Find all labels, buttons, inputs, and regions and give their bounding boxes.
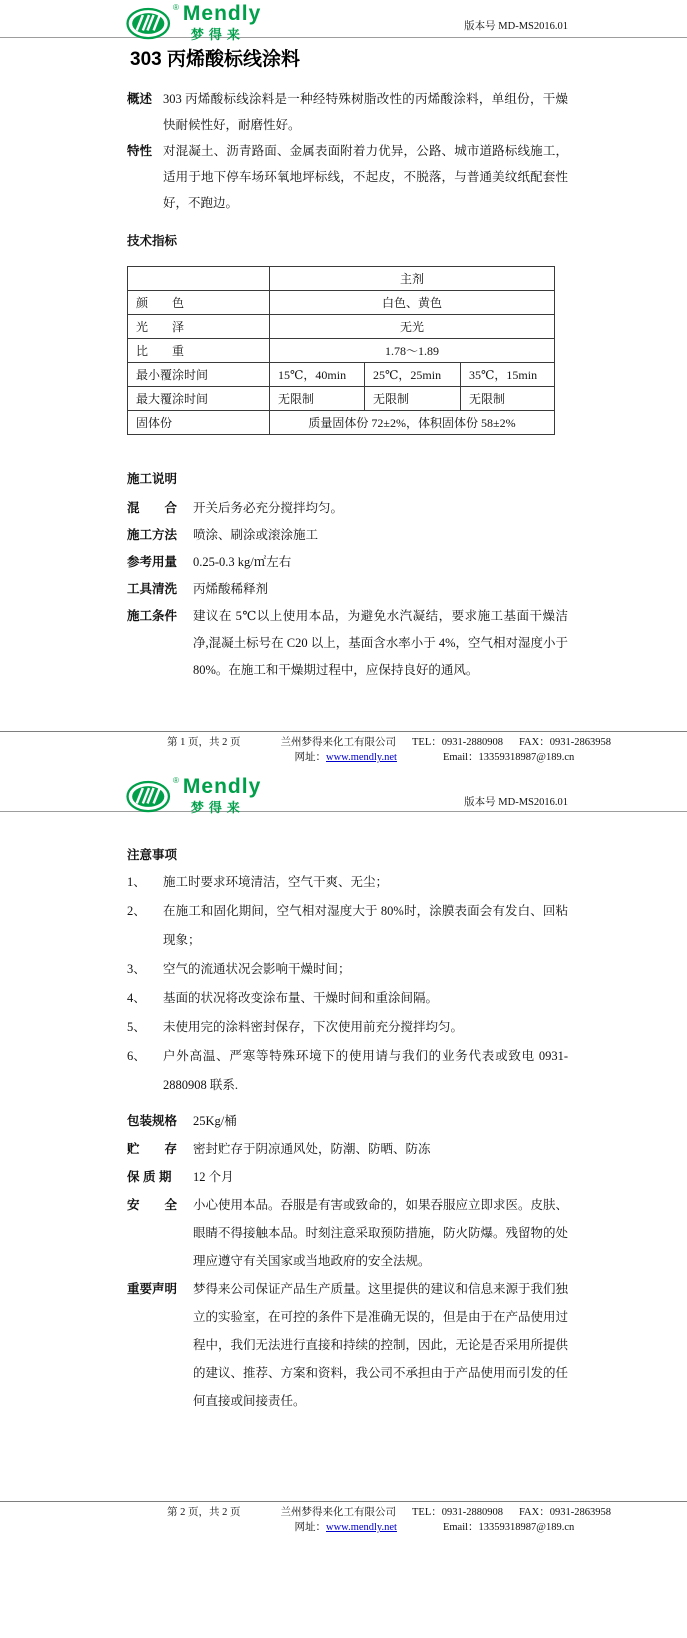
brand-logo	[126, 777, 336, 816]
construction-item-text: 开关后务必充分搅拌均匀。	[193, 501, 344, 515]
version-label: 版本号 MD-MS2016.01	[464, 21, 568, 32]
row-value-gloss: 无光	[270, 315, 555, 339]
web-link[interactable]: www.mendly.net	[326, 1522, 397, 1533]
note-item	[127, 984, 568, 1013]
row-label-max-recoat: 最大覆涂时间	[128, 387, 270, 411]
web-link[interactable]: www.mendly.net	[326, 752, 397, 763]
page-title: 303 丙烯酸标线涂料	[130, 49, 300, 70]
construction-item-text: 0.25-0.3 kg/㎡左右	[193, 555, 292, 569]
page-header	[0, 0, 687, 42]
page-1	[0, 0, 687, 770]
note-number: 6、	[127, 1049, 146, 1063]
construction-item-label: 参考用量	[127, 555, 178, 569]
info-item-disclaimer	[127, 1275, 568, 1415]
overview-label: 概述	[127, 92, 153, 106]
table-row	[128, 267, 555, 291]
info-label: 贮 存	[127, 1142, 178, 1156]
max-recoat-cell-25c: 无限制	[365, 387, 461, 411]
brand-name-en: Mendly	[182, 2, 262, 25]
info-list	[127, 1107, 568, 1415]
table-row	[128, 387, 555, 411]
construction-item-label: 施工方法	[127, 528, 178, 542]
table-corner-cell	[128, 267, 270, 291]
tel-label: TEL：0931-2880908	[412, 1507, 503, 1518]
info-item-storage	[127, 1135, 568, 1163]
page-number-label: 第 1 页，共 2 页	[167, 737, 241, 748]
features-label: 特性	[127, 144, 153, 158]
note-item	[127, 868, 568, 897]
features-text: 对混凝土、沥青路面、金属表面附着力优异，公路、城市道路标线施工，适用于地下停车场环氧地坪标线，不起皮，不脱落，与普通美纹纸配套性好，不跑边。	[163, 144, 568, 210]
row-value-color: 白色、黄色	[270, 291, 555, 315]
row-label-min-recoat: 最小覆涂时间	[128, 363, 270, 387]
brand-logo	[126, 4, 336, 43]
construction-item-label: 工具清洗	[127, 582, 178, 596]
tech-specs-heading: 技术指标	[127, 234, 178, 248]
info-label: 安 全	[127, 1198, 178, 1212]
construction-heading: 施工说明	[127, 472, 178, 486]
brand-text	[183, 4, 261, 43]
email-label: Email：13359318987@189.cn	[442, 752, 575, 763]
max-recoat-cell-35c: 无限制	[461, 387, 555, 411]
info-item-packaging	[127, 1107, 568, 1135]
page2-content	[0, 845, 687, 1415]
table-row	[128, 339, 555, 363]
note-number: 1、	[127, 875, 146, 889]
notes-heading: 注意事项	[127, 848, 178, 862]
version-label: 版本号 MD-MS2016.01	[464, 797, 568, 808]
brand-name-cn: 梦得来	[190, 27, 245, 42]
info-label: 保 质 期	[127, 1170, 172, 1184]
info-text: 25Kg/桶	[193, 1114, 237, 1128]
overview-text: 303 丙烯酸标线涂料是一种经特殊树脂改性的丙烯酸涂料，单组份，干燥快耐候性好，耐磨性好。	[163, 92, 568, 132]
note-text: 基面的状况将改变涂布量、干燥时间和重涂间隔。	[163, 991, 439, 1005]
construction-item	[127, 549, 568, 576]
min-recoat-cell-25c: 25℃，25min	[365, 363, 461, 387]
construction-item	[127, 522, 568, 549]
row-label-color: 颜 色	[128, 291, 270, 315]
note-item	[127, 1013, 568, 1042]
info-item-safety	[127, 1191, 568, 1275]
table-row	[128, 363, 555, 387]
fax-label: FAX：0931-2863958	[519, 1507, 611, 1518]
specs-table	[127, 266, 555, 435]
overview-section	[127, 86, 568, 138]
construction-item	[127, 576, 568, 603]
table-row	[128, 315, 555, 339]
features-section	[127, 138, 568, 216]
info-text: 小心使用本品。吞服是有害或致命的，如果吞服应立即求医。皮肤、眼睛不得接触本品。时刻注意采取预防措施，防火防爆。残留物的处理应遵守有关国家或当地政府的安全法规。	[193, 1198, 569, 1268]
note-number: 3、	[127, 962, 146, 976]
registered-mark: ®	[173, 3, 179, 12]
info-label: 包装规格	[127, 1114, 178, 1128]
web-label: 网址：	[294, 752, 326, 763]
construction-item-text: 建议在 5℃以上使用本品，为避免水汽凝结，要求施工基面干燥洁净,混凝土标号在 C20 以上，基面含水率小于 4%，空气相对湿度小于 80%。在施工和干燥期过程中，应保持良好的通风。	[193, 609, 569, 677]
row-value-density: 1.78～1.89	[270, 339, 555, 363]
notes-list	[127, 868, 568, 1100]
footer-company-block	[281, 1506, 611, 1534]
row-label-density: 比 重	[128, 339, 270, 363]
page-header	[0, 770, 687, 815]
construction-item-text: 丙烯酸稀释剂	[193, 582, 269, 596]
page-number-label: 第 2 页，共 2 页	[167, 1507, 241, 1518]
website-row	[295, 1521, 397, 1534]
info-item-shelf-life	[127, 1163, 568, 1191]
construction-item-label: 施工条件	[127, 609, 178, 623]
web-label: 网址：	[294, 1522, 326, 1533]
note-number: 4、	[127, 991, 146, 1005]
construction-item	[127, 603, 568, 684]
mendly-m-icon	[126, 777, 172, 813]
company-name: 兰州梦得来化工有限公司	[280, 737, 396, 748]
tel-label: TEL：0931-2880908	[412, 737, 503, 748]
table-main-header: 主剂	[270, 267, 555, 291]
mendly-m-icon	[126, 4, 172, 40]
note-text: 施工时要求环境清洁，空气干爽、无尘；	[163, 875, 389, 889]
info-label: 重要声明	[127, 1282, 178, 1296]
row-label-gloss: 光 泽	[128, 315, 270, 339]
note-item	[127, 1042, 568, 1100]
info-text: 梦得来公司保证产品生产质量。这里提供的建议和信息来源于我们独立的实验室，在可控的条件下是准确无误的，但是由于在产品使用过程中，我们无法进行直接和持续的控制，因此，无论是否采用所提供的建议、推荐、方案和资料，我公司不承担由于产品使用而引发的任何直接或间接责任。	[193, 1282, 569, 1408]
row-value-solids: 质量固体份 72±2%，体积固体份 58±2%	[270, 411, 555, 435]
fax-label: FAX：0931-2863958	[519, 737, 611, 748]
page2-footer	[0, 1501, 687, 1534]
note-item	[127, 897, 568, 955]
construction-list	[127, 495, 568, 684]
table-row	[128, 291, 555, 315]
brand-text	[183, 777, 261, 816]
page1-content	[0, 48, 687, 684]
note-text: 户外高温、严寒等特殊环境下的使用请与我们的业务代表或致电 0931-2880908 联系.	[163, 1049, 568, 1092]
brand-name-en: Mendly	[182, 775, 262, 798]
registered-mark: ®	[173, 776, 179, 785]
email-label: Email：13359318987@189.cn	[442, 1522, 575, 1533]
note-number: 5、	[127, 1020, 146, 1034]
page-2	[0, 770, 687, 1638]
max-recoat-cell-15c: 无限制	[270, 387, 365, 411]
note-number: 2、	[127, 904, 146, 918]
page1-footer	[0, 731, 687, 764]
table-row	[128, 411, 555, 435]
website-row	[295, 751, 397, 764]
info-text: 密封贮存于阴凉通风处，防潮、防晒、防冻	[193, 1142, 431, 1156]
row-label-solids: 固体份	[128, 411, 270, 435]
note-text: 空气的流通状况会影响干燥时间；	[163, 962, 351, 976]
note-text: 在施工和固化期间，空气相对湿度大于 80%时，涂膜表面会有发白、回粘现象；	[163, 904, 568, 947]
note-text: 未使用完的涂料密封保存，下次使用前充分搅拌均匀。	[163, 1020, 464, 1034]
brand-name-cn: 梦得来	[190, 800, 245, 815]
info-text: 12 个月	[193, 1170, 234, 1184]
footer-company-block	[281, 736, 611, 764]
note-item	[127, 955, 568, 984]
min-recoat-cell-35c: 35℃，15min	[461, 363, 555, 387]
construction-item-text: 喷涂、刷涂或滚涂施工	[193, 528, 319, 542]
min-recoat-cell-15c: 15℃，40min	[270, 363, 365, 387]
construction-item-label: 混 合	[127, 501, 178, 515]
company-name: 兰州梦得来化工有限公司	[280, 1507, 396, 1518]
construction-item	[127, 495, 568, 522]
